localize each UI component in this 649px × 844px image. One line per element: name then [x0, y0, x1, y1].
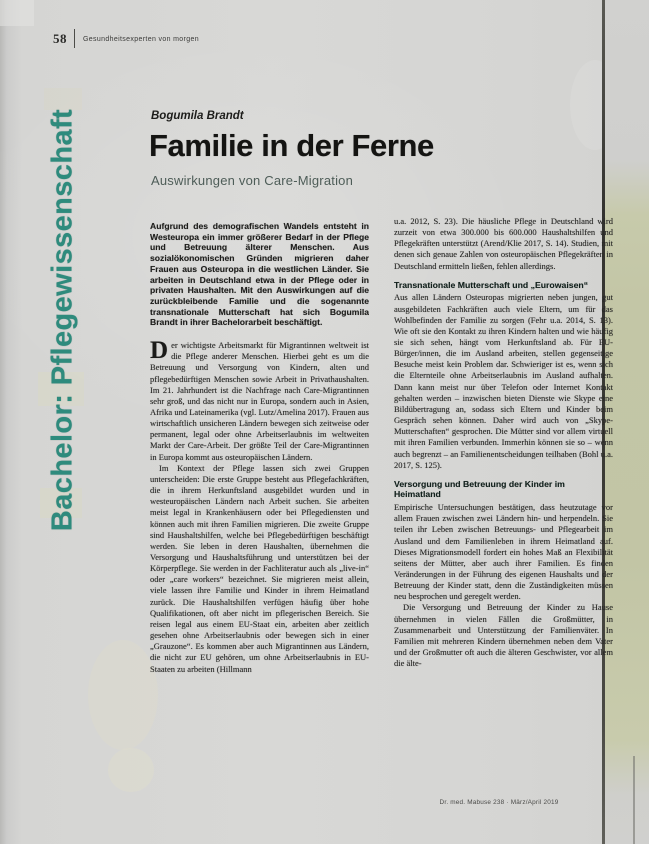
vertical-section-banner: Bachelor: Pflegewissenschaft: [46, 108, 79, 532]
text-column-left: [150, 221, 369, 817]
body-paragraph: Empirische Untersuchungen bestätigen, dass heutzutage vor allem Frauen zwischen zwei Ländern hin- und herpendeln. Sie teilen ihr Leben zwischen Betreuungs- und Pflegearbeit im Ausland und dem Familienleben in ihrem Heimatland auf. Dieses Migrationsmodell fordert ein hohes Maß an Flexibilität seitens der Mütter, aber auch ihrer Familien. Es finden Veränderungen in der Führung des eigenen Haushalts und der Betreuung der Kinder statt, denn die Zuständigkeiten müssen neu besprochen und geregelt werden.: [394, 502, 613, 602]
text-column-right: [394, 216, 613, 820]
body-paragraph: u.a. 2012, S. 23). Die häusliche Pflege in Deutschland wird zurzeit von etwa 300.000 bis 600.000 Haushaltshilfen und Pflegekräften unterstützt (Arend/Klie 2017, S. 14). Studien, mit denen sich genaue Zahlen von osteuropäischen Pflegekräften in Deutschland ermitteln ließen, fehlen allerdings.: [394, 216, 613, 271]
page-fold-line-secondary: [633, 756, 635, 844]
body-paragraph: [150, 337, 369, 463]
body-paragraph: Die Versorgung und Betreuung der Kinder zu Hause übernehmen in vielen Fällen die Großmütter, in Zusammenarbeit und Unterstützung der Familienväter. In Familien mit mehreren Kindern übernehmen neben dem Vater und der Großmutter oft auch die älteren Geschwister, vor allem die älte-: [394, 602, 613, 669]
journal-footer: Dr. med. Mabuse 238 · März/April 2019: [439, 799, 559, 806]
article-title: Familie in der Ferne: [149, 128, 434, 163]
section-heading: Transnationale Mutterschaft und „Eurowaisen“: [394, 279, 589, 290]
article-subtitle: Auswirkungen von Care-Migration: [151, 173, 354, 188]
scan-light-corner: [0, 0, 34, 26]
scan-artifact: [88, 640, 158, 750]
header-divider: [74, 29, 75, 48]
scan-artifact: [108, 748, 154, 792]
page-header: [53, 29, 199, 48]
running-head: Gesundheitsexperten von morgen: [83, 35, 199, 43]
drop-cap: D: [150, 337, 169, 365]
paragraph-text: er wichtigste Arbeitsmarkt für Migrantinnen weltweit ist die Pflege anderer Menschen. Hierbei geht es um die Betreuung und Versorgung von Kindern, alten und pflegebedürftigen Menschen sowie Arbeit in Privathaushalten. Im 21. Jahrhundert ist die Nachfrage nach Care-Migrantinnen sehr groß, und das nicht nur in Europa, sondern auch in Asien, Afrika und Lateinamerika (vgl. Lutz/Amelina 2017). Frauen aus wirtschaftlich unsicheren Ländern bewegen sich zeitweise oder permanent, legal oder ohne Arbeitserlaubnis im weltweiten Markt der Care-Arbeit. Der größte Teil der Care-Migrantinnen in Europa kommt aus osteuropäischen Ländern.: [150, 340, 369, 462]
article-author: Bogumila Brandt: [151, 110, 244, 122]
page-number: 58: [53, 30, 67, 46]
intro-paragraph: Aufgrund des demografischen Wandels entsteht in Westeuropa ein immer größerer Bedarf in der Pflege und Betreuung älterer Menschen. Aus sozialökonomischen Gründen migrieren daher Frauen aus Osteuropa in die westlichen Länder. Sie arbeiten in Deutschland etwa in der Pflege oder in privaten Haushalten. Mit den Auswirkungen auf die zurückbleibende Familie und die sogenannte transnationale Mutterschaft hat sich Bogumila Brandt in ihrer Bachelorarbeit beschäftigt.: [150, 221, 369, 328]
body-paragraph: Aus allen Ländern Osteuropas migrierten neben jungen, gut ausgebildeten Fachkräften auch viele Eltern, um für das Wohlbefinden der Familie zu sorgen (Fehr u.a. 2014, S. 13). Wie oft sie den Kontakt zu ihren Kindern halten und wie häufig sie sich sehen, hängt vom Herkunftsland ab. Für EU-Bürger/innen, die im Ausland arbeiten, stellen gegenseitige Besuche meist kein Problem dar. Schwieriger ist es, wenn sich die Elternteile ohne Arbeitserlaubnis im Ausland aufhalten. Dann kann meist nur über Telefon oder Internet Kontakt gehalten werden – inzwischen bieten Dienste wie Skype eine Bildübertragung an, sodass sich Eltern und Kinder beim Gespräch sehen können. Daher wird auch von „Skype-Mutterschaften“ gesprochen. Die Mütter sind vor allem virtuell mit ihren Familien verbunden. Immerhin können sie so – wenn auch begrenzt – an Familienentscheidungen teilhaben (Bohl u.a. 2017, S. 125).: [394, 292, 613, 470]
section-heading: Versorgung und Betreuung der Kinder im Heimatland: [394, 478, 565, 500]
scan-artifact: [44, 88, 82, 110]
body-paragraph: Im Kontext der Pflege lassen sich zwei Gruppen unterscheiden: Die erste Gruppe besteht aus Pflegefachkräften, die in ihrem Herkunftsland ausgebildet wurden und in westeuropäischen Ländern nach Arbeit suchen. Sie arbeiten meist legal in Krankenhäusern oder bei Pflegediensten und können auch mit ihren Familien migrieren. Die zweite Gruppe sind Haushaltshilfen, welche bei Pflegebedürftigen beschäftigt werden. Sie leben in deren Haushalten, übernehmen die Versorgung und Haushaltsführung und unterstützen bei der Körperpflege. Sie werden in der Fachliteratur auch als „live-in“ oder „care workers“ bezeichnet. Sie migrieren meist allein, viele lassen ihre Familie und Kinder in ihrem Heimatland zurück. Die Haushaltshilfen verfügen häufig über hohe Qualifikationen, oft aber nicht im pflegerischen Bereich. Sie reisen legal aus einem EU-Staat ein, arbeiten aber zeitlich gesehen ohne Arbeitserlaubnis oder bewegen sich in einer „Grauzone“. Es kommen aber auch Migrantinnen aus Ländern, die nicht zur EU gehören, um ohne Arbeitserlaubnis in EU-Staaten zu arbeiten (Hillmann: [150, 462, 369, 674]
